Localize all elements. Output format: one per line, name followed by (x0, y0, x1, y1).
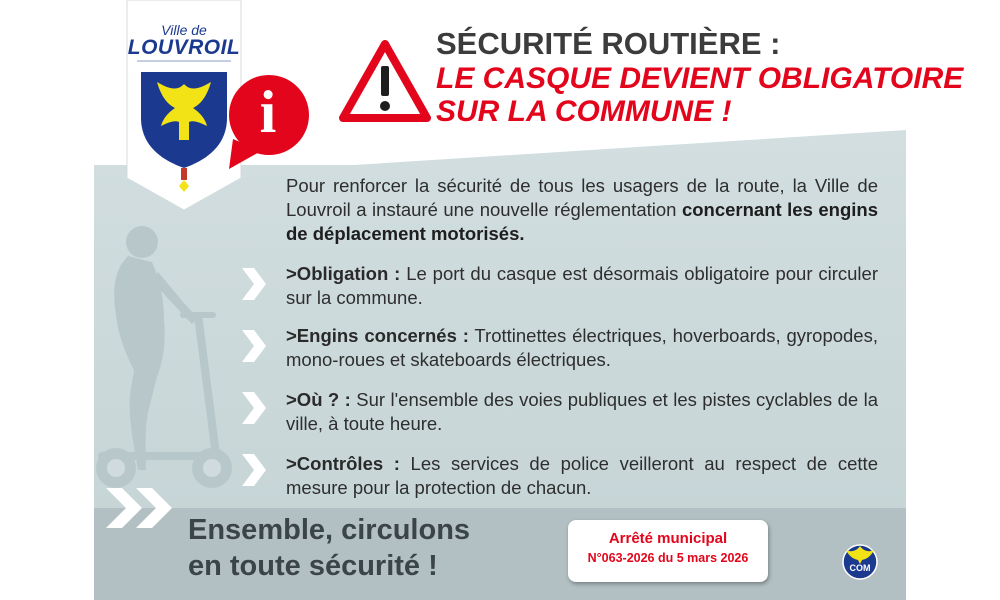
double-chevron-icon (102, 484, 182, 532)
bullet-text: Les services de police veilleront au respect de cette mesure pour la protection de chacun. (286, 453, 878, 498)
road-safety-poster (94, 0, 964, 600)
decree-title: Arrêté municipal (608, 530, 728, 547)
intro-bold-text: concernant les engins de déplacement motorisés. (286, 199, 878, 244)
slogan (188, 512, 470, 584)
title-line-1: SÉCURITÉ ROUTIÈRE : (436, 26, 781, 61)
chevron-right-icon (240, 390, 268, 426)
bullet-text: Le port du casque est désormais obligatoire pour circuler sur la commune. (286, 263, 878, 308)
bullet-ou (286, 388, 878, 436)
bullet-title: >Où ? : (286, 389, 351, 410)
crest-town-name: LOUVROIL (127, 36, 241, 59)
com-label: COM (849, 563, 871, 573)
crest-town-prefix: Ville de (161, 22, 207, 38)
decree-number: N°063-2026 du 5 mars 2026 (587, 551, 749, 565)
bullet-text: Trottinettes électriques, hoverboards, gyropodes, mono-roues et skateboards électriques. (286, 325, 878, 370)
chevron-right-icon (240, 452, 268, 488)
chevron-right-icon (240, 328, 268, 364)
bullet-text: Sur l'ensemble des voies publiques et les pistes cyclables de la ville, à toute heure. (286, 389, 878, 434)
intro-text: Pour renforcer la sécurité de tous les usagers de la route, la Ville de Louvroil a instauré une nouvelle réglementation (286, 175, 878, 220)
bullet-title: >Obligation : (286, 263, 401, 284)
com-logo-icon (842, 540, 878, 580)
title-line-3: SUR LA COMMUNE ! (436, 95, 732, 128)
bullet-obligation (286, 262, 878, 310)
bullet-controles (286, 452, 878, 500)
bullet-engins (286, 324, 878, 372)
slogan-line-2: en toute sécurité ! (188, 550, 438, 582)
title-line-2: LE CASQUE DEVIENT OBLIGATOIRE (436, 62, 964, 95)
slogan-line-1: Ensemble, circulons (188, 514, 471, 546)
bullet-title: >Contrôles : (286, 453, 400, 474)
intro-paragraph (286, 174, 878, 246)
info-letter: i (259, 79, 277, 145)
warning-triangle-icon (339, 40, 431, 122)
chevron-right-icon (240, 266, 268, 302)
bullet-title: >Engins concernés : (286, 325, 469, 346)
decree-box (568, 520, 768, 582)
